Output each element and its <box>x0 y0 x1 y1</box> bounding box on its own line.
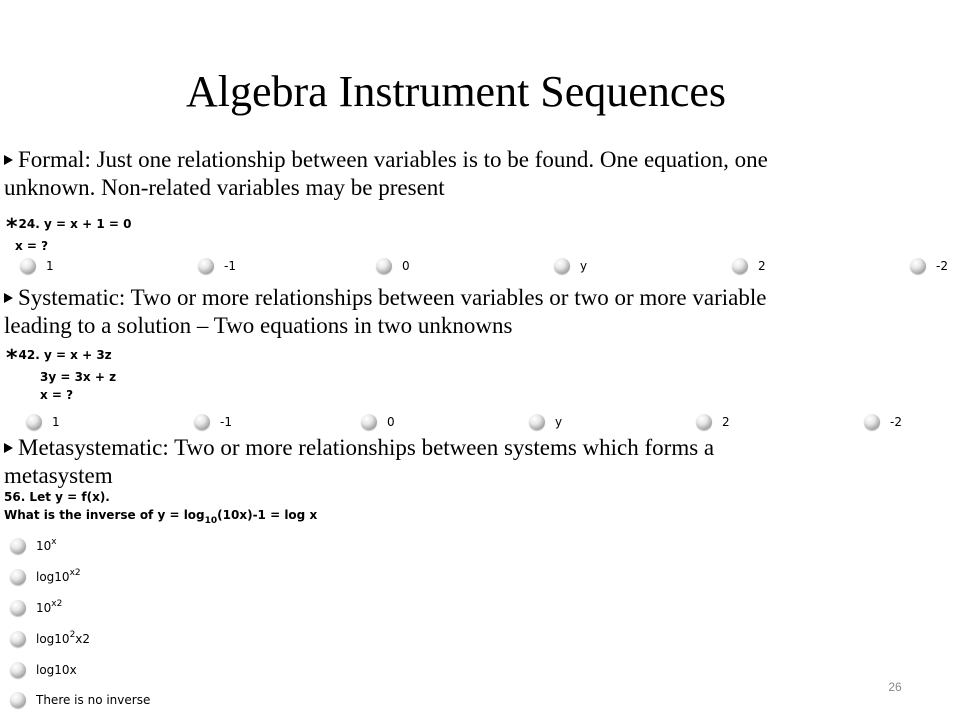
slide-title: Algebra Instrument Sequences <box>185 67 727 116</box>
q24-option[interactable] <box>732 258 766 274</box>
question-line: 24. y = x + 1 = 0 <box>18 217 132 231</box>
option-label: 0 <box>402 259 410 273</box>
q56-option[interactable] <box>10 662 77 678</box>
option-label: y <box>555 415 563 429</box>
option-label: log10x <box>36 663 77 677</box>
option-label: 2 <box>722 415 730 429</box>
arrow-bullet-icon <box>4 293 13 303</box>
radio-button-icon[interactable] <box>198 258 214 274</box>
radio-button-icon[interactable] <box>10 692 26 708</box>
radio-button-icon[interactable] <box>696 414 712 430</box>
q24-option[interactable] <box>198 258 236 274</box>
question-line: 56. Let y = f(x). <box>4 490 110 504</box>
radio-button-icon[interactable] <box>10 569 26 585</box>
question-line: What is the inverse of $y = \log_{10}(10x)-1 = \log x$ <box>4 508 318 526</box>
option-label: $10^{x2}$ <box>36 599 63 615</box>
radio-button-icon[interactable] <box>10 631 26 647</box>
question-line: 3y = 3x + z <box>40 370 117 384</box>
q42-option[interactable] <box>696 414 730 430</box>
radio-button-icon[interactable] <box>910 258 926 274</box>
option-label: 1 <box>52 415 60 429</box>
radio-button-icon[interactable] <box>194 414 210 430</box>
q42-option[interactable] <box>529 414 562 430</box>
question-42 <box>6 346 116 404</box>
radio-button-icon[interactable] <box>361 414 377 430</box>
bullet-metasystematic <box>4 434 904 490</box>
q42-option[interactable] <box>864 414 902 430</box>
bullet-systematic <box>4 284 904 340</box>
bullet-text-line1: Metasystematic: Two or more relationships between systems which forms a <box>18 435 715 460</box>
q42-options <box>0 414 960 436</box>
question-line: x = ? <box>40 388 74 402</box>
q24-option[interactable] <box>554 258 587 274</box>
question-line: 42. y = x + 3z <box>18 348 112 362</box>
radio-button-icon[interactable] <box>10 600 26 616</box>
bullet-text-line2: metasystem <box>4 463 113 488</box>
question-line: x = ? <box>15 239 49 253</box>
q24-option[interactable] <box>910 258 948 274</box>
q56-option[interactable] <box>10 569 81 585</box>
radio-button-icon[interactable] <box>10 662 26 678</box>
question-24 <box>6 215 131 255</box>
bullet-text-line1: Systematic: Two or more relationships between variables or two or more variable <box>18 285 767 310</box>
star-marker: * <box>6 346 18 371</box>
radio-button-icon[interactable] <box>864 414 880 430</box>
question-56 <box>4 488 317 524</box>
option-label: -1 <box>220 415 232 429</box>
bullet-formal <box>4 146 904 202</box>
option-label: $\log 10^2x2$ <box>36 630 91 646</box>
arrow-bullet-icon <box>4 443 13 453</box>
q42-option[interactable] <box>26 414 60 430</box>
radio-button-icon[interactable] <box>10 538 26 554</box>
option-label: y <box>580 259 588 273</box>
q56-option[interactable] <box>10 631 90 647</box>
bullet-text-line2: leading to a solution – Two equations in two unknowns <box>4 313 513 338</box>
option-label: -2 <box>890 415 902 429</box>
radio-button-icon[interactable] <box>554 258 570 274</box>
option-label: 2 <box>758 259 766 273</box>
q56-option[interactable] <box>10 692 150 708</box>
bullet-text-line1: Formal: Just one relationship between variables is to be found. One equation, one <box>18 147 768 172</box>
radio-button-icon[interactable] <box>26 414 42 430</box>
q24-option[interactable] <box>376 258 410 274</box>
radio-button-icon[interactable] <box>529 414 545 430</box>
option-label: -1 <box>224 259 236 273</box>
q42-option[interactable] <box>361 414 395 430</box>
q56-option[interactable] <box>10 600 62 616</box>
q24-options <box>0 258 960 280</box>
bullet-text-line2: unknown. Non-related variables may be present <box>4 175 445 200</box>
option-label: There is no inverse <box>36 693 151 707</box>
q24-option[interactable] <box>20 258 54 274</box>
option-label: -2 <box>936 259 948 273</box>
radio-button-icon[interactable] <box>20 258 36 274</box>
page-number: 26 <box>888 680 902 694</box>
q42-option[interactable] <box>194 414 232 430</box>
option-label: 10$^x$ <box>36 537 57 553</box>
option-label: $\log 10^{x2}$ <box>36 568 81 584</box>
star-marker: * <box>6 215 18 240</box>
option-label: 0 <box>387 415 395 429</box>
q56-option[interactable] <box>10 538 57 554</box>
radio-button-icon[interactable] <box>732 258 748 274</box>
option-label: 1 <box>46 259 54 273</box>
radio-button-icon[interactable] <box>376 258 392 274</box>
arrow-bullet-icon <box>4 155 13 165</box>
